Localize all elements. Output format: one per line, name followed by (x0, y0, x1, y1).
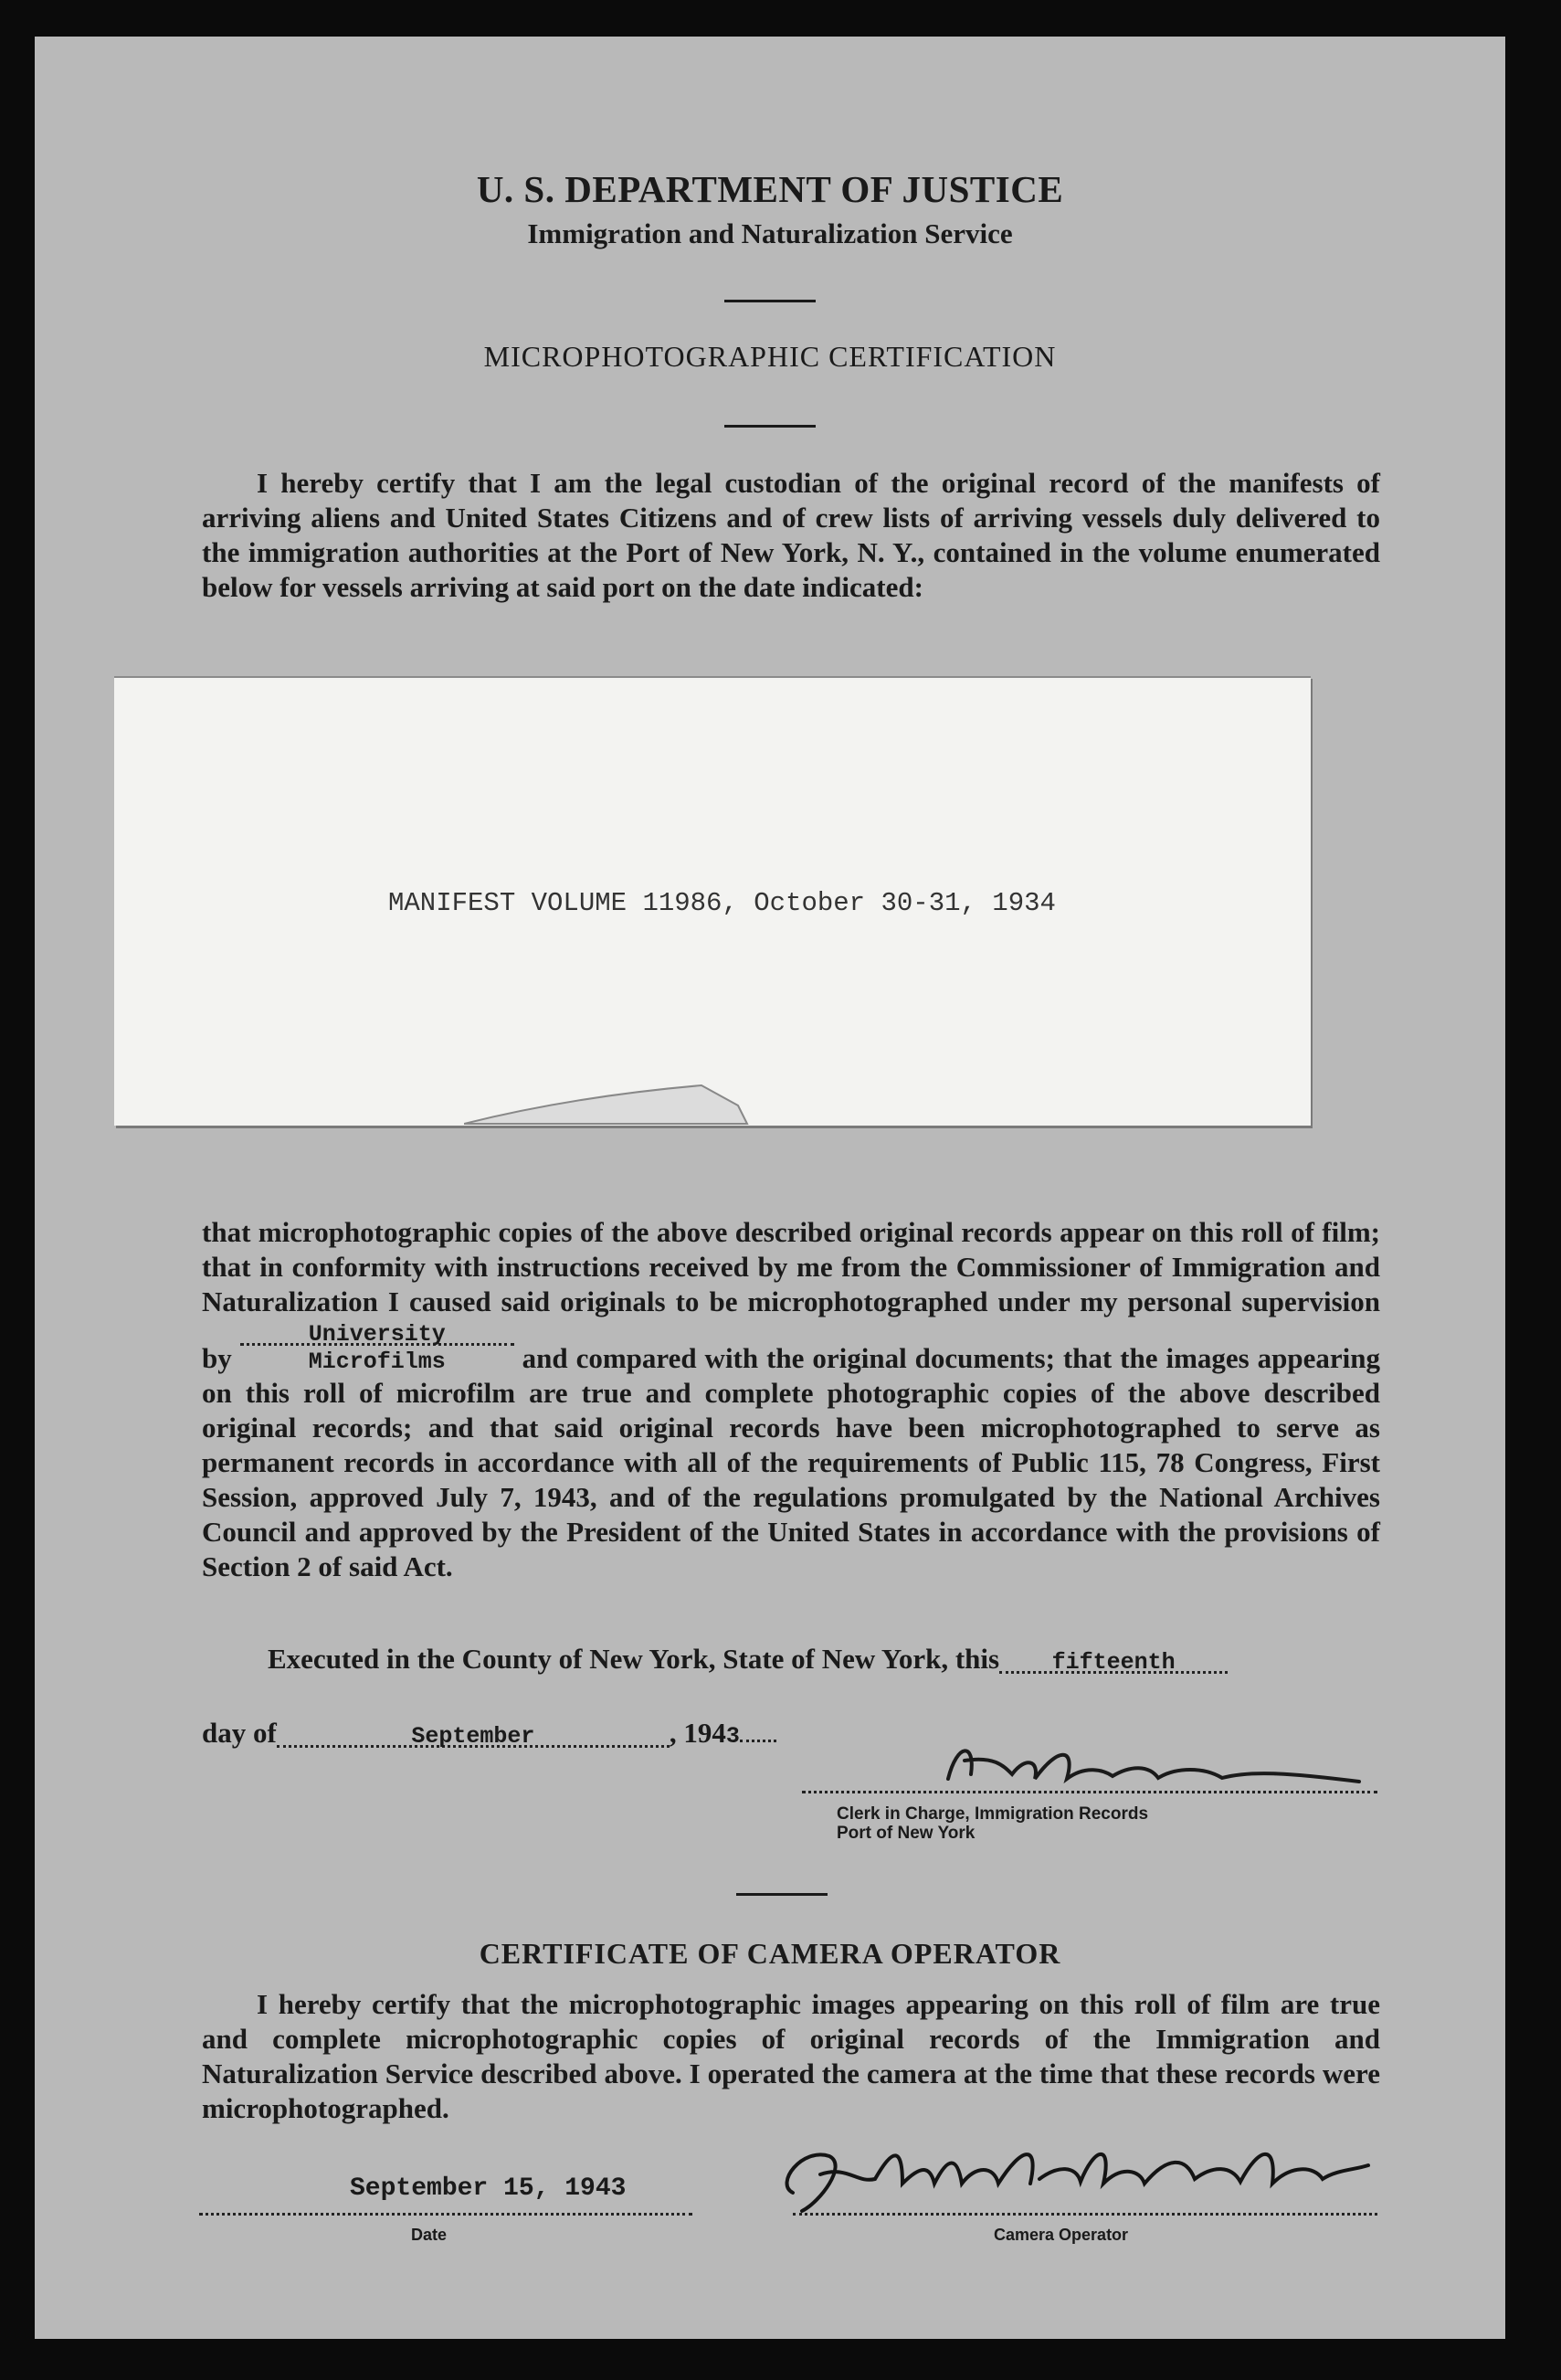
photographer-field (240, 1319, 514, 1375)
clerk-title-line-2: Port of New York (837, 1824, 976, 1843)
camera-operator-label: Camera Operator (994, 2226, 1129, 2244)
year-dots (740, 1716, 776, 1742)
department-heading: U. S. DEPARTMENT OF JUSTICE (476, 168, 1064, 210)
day-of-line (202, 1716, 776, 1750)
month-value: September (411, 1723, 535, 1750)
camera-operator-line (793, 2213, 1377, 2216)
service-subheading: Immigration and Naturalization Service (527, 217, 1013, 249)
executed-day-field (999, 1647, 1228, 1674)
clerk-title (837, 1804, 1148, 1843)
body-text-after: and compared with the original documents; that the images appearing on this roll of microfilm are true and complete photographic copies of the above described original records; and that said original records have been microphotographed to serve as permanent records in accordance with all of the requirements of Public 115, 78 Congress, First Session, approved July 7, 1943, and of the regulations promulgated by the National Archives Council and approved by the President of the United States in accordance with the provisions of Section 2 of said Act. (202, 1342, 1381, 1582)
paper-tear-mark (464, 1078, 848, 1128)
certification-title: MICROPHOTOGRAPHIC CERTIFICATION (483, 340, 1057, 373)
year-prefix: , 194 (669, 1717, 726, 1749)
manifest-card (114, 676, 1311, 1126)
camera-operator-signature (765, 2129, 1377, 2220)
year-digit: 3 (725, 1723, 740, 1750)
body-paragraph (202, 1215, 1380, 1584)
photographer-value: University Microfilms (308, 1321, 446, 1375)
camera-certificate-text: I hereby certify that the microphotographic images appearing on this roll of film are true and complete microphotographic copies of original records of the Immigration and Naturalization Service described above. I operated the camera at the time that these records were microphotographed. (202, 1988, 1380, 2124)
certificate-page (35, 37, 1505, 2339)
manifest-volume-text: MANIFEST VOLUME 11986, October 30-31, 1934 (388, 888, 1056, 918)
month-field (277, 1721, 670, 1748)
clerk-title-line-1: Clerk in Charge, Immigration Records (837, 1804, 1149, 1824)
divider (736, 1893, 828, 1896)
divider (724, 300, 816, 302)
divider (724, 425, 816, 428)
camera-date-value: September 15, 1943 (350, 2174, 627, 2203)
executed-day-value: fifteenth (1051, 1649, 1176, 1676)
date-label: Date (411, 2226, 448, 2244)
executed-prefix: Executed in the County of New York, State of New York, this (268, 1643, 1000, 1675)
camera-date-line (199, 2213, 692, 2216)
body-text-before: that microphotographic copies of the above described original records appear on this roll of film; that in conformity with instructions received by me from the Commissioner of Immigration and Naturalization I caused said originals to be microphotographed under my personal supervision by (202, 1216, 1380, 1374)
executed-line (268, 1643, 1228, 1676)
camera-certificate-title: CERTIFICATE OF CAMERA OPERATOR (479, 1937, 1061, 1970)
intro-paragraph: I hereby certify that I am the legal custodian of the original record of the manifests of arriving aliens and United States Citizens and of crew lists of arriving vessels duly delivered to the immigration authorities at the Port of New York, N. Y., contained in the volume enumerated below for vessels arriving at said port on the date indicated: (202, 467, 1380, 603)
day-of-label: day of (202, 1717, 277, 1749)
clerk-signature-line (802, 1791, 1377, 1793)
